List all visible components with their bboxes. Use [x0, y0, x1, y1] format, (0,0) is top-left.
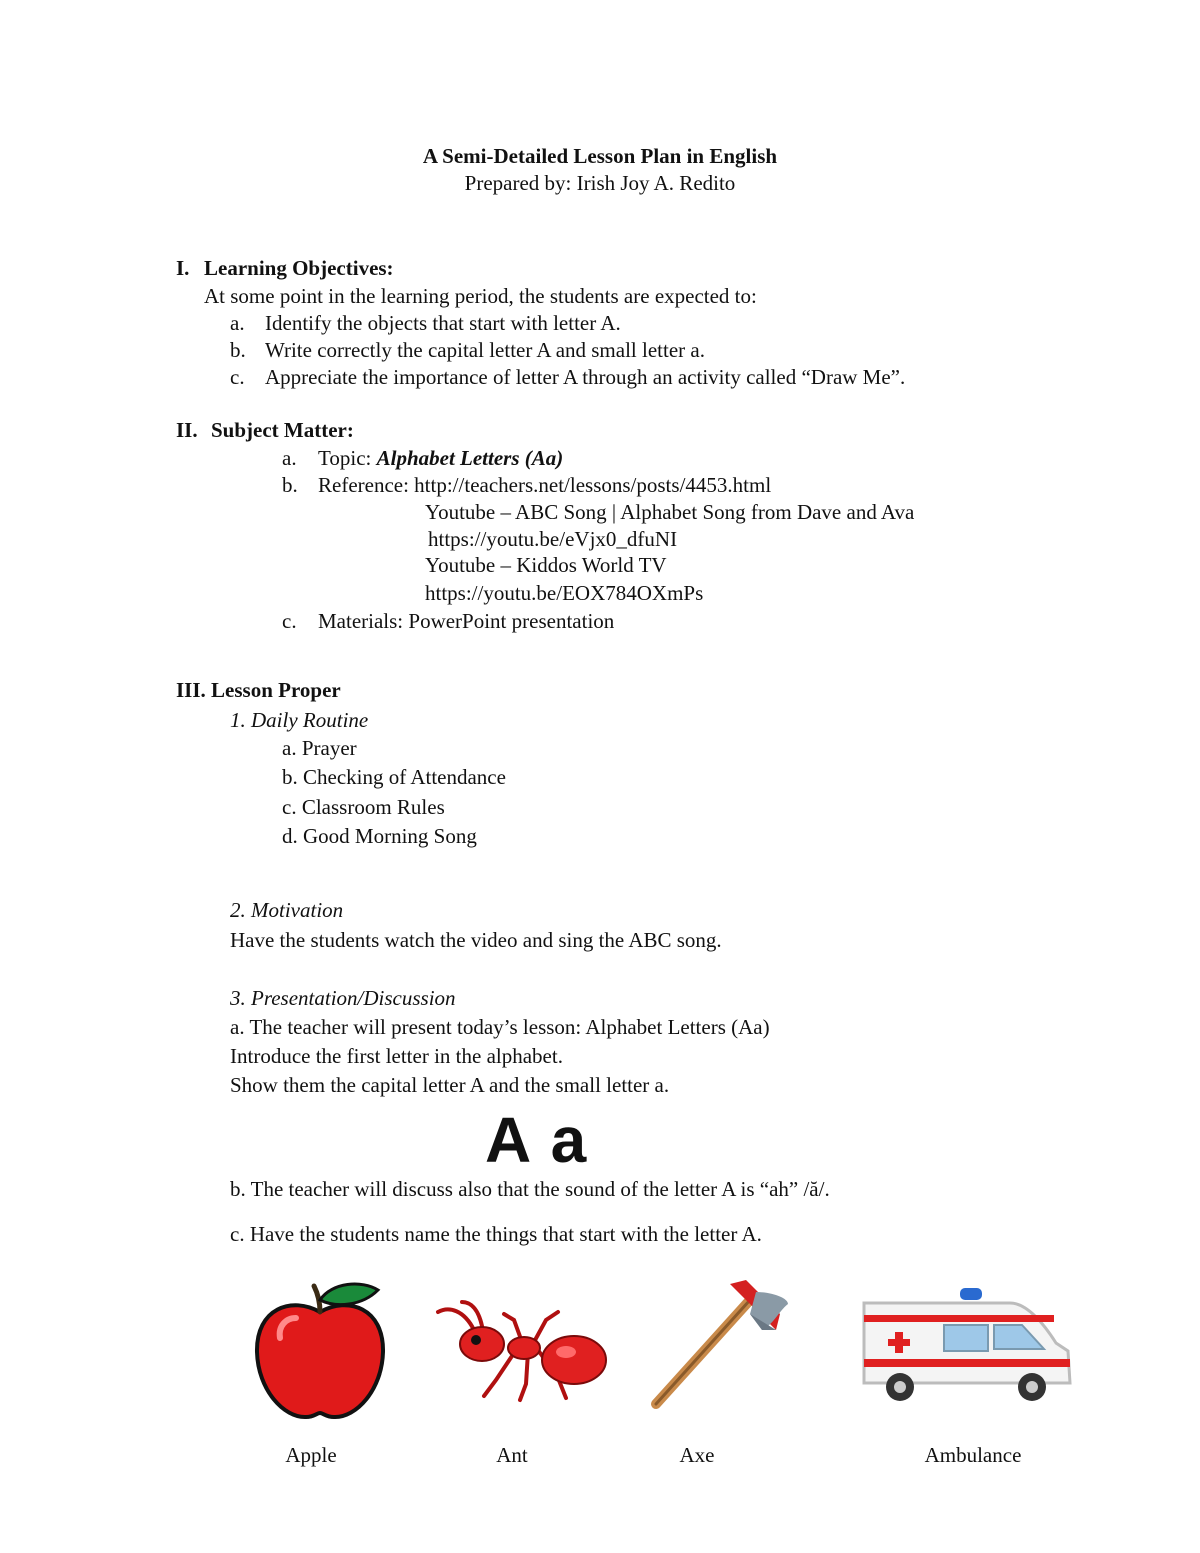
routine-item: a. Prayer — [282, 736, 357, 760]
topic-line — [318, 445, 563, 471]
daily-routine-title: 1. Daily Routine — [230, 708, 369, 732]
objective-marker: a. — [230, 311, 245, 335]
name-things-line: c. Have the students name the things that start with the letter A. — [230, 1222, 762, 1246]
topic-value: Alphabet Letters (Aa) — [376, 446, 564, 470]
prepared-by: Prepared by: Irish Joy A. Redito — [464, 171, 736, 195]
topic-marker: a. — [282, 446, 297, 470]
picture-label-ant: Ant — [496, 1443, 528, 1467]
lesson-proper-heading: III. Lesson Proper — [176, 678, 341, 702]
objective-marker: b. — [230, 338, 246, 362]
ant-icon — [434, 1300, 609, 1405]
reference-line: https://youtu.be/EOX784OXmPs — [425, 581, 704, 605]
objective-item: Write correctly the capital letter A and small letter a. — [265, 338, 705, 362]
axe-icon — [650, 1278, 790, 1410]
objective-marker: c. — [230, 365, 245, 389]
reference-label: Reference: http://teachers.net/lessons/posts/4453.html — [318, 473, 772, 497]
materials-line: Materials: PowerPoint presentation — [318, 609, 615, 633]
reference-line: https://youtu.be/eVjx0_dfuNI — [428, 527, 678, 551]
materials-marker: c. — [282, 609, 297, 633]
subject-matter-heading: Subject Matter: — [211, 418, 354, 442]
section-numeral-2: II. — [176, 418, 198, 442]
objectives-heading: Learning Objectives: — [204, 256, 394, 280]
topic-label: Topic: — [318, 446, 377, 470]
routine-item: b. Checking of Attendance — [282, 765, 506, 789]
sound-line: b. The teacher will discuss also that the sound of the letter A is “ah” /ă/. — [230, 1177, 830, 1201]
picture-label-ambulance: Ambulance — [924, 1443, 1022, 1467]
ambulance-icon — [860, 1285, 1075, 1410]
presentation-line: Introduce the first letter in the alphabet. — [230, 1044, 563, 1068]
page-title: A Semi-Detailed Lesson Plan in English — [422, 144, 778, 168]
objectives-intro: At some point in the learning period, the students are expected to: — [204, 284, 757, 308]
section-numeral-1: I. — [176, 256, 190, 280]
objective-item: Identify the objects that start with letter A. — [265, 311, 621, 335]
reference-line: Youtube – ABC Song | Alphabet Song from Dave and Ava — [425, 500, 915, 524]
presentation-line: Show them the capital letter A and the small letter a. — [230, 1073, 670, 1097]
motivation-title: 2. Motivation — [230, 898, 344, 922]
objective-item: Appreciate the importance of letter A through an activity called “Draw Me”. — [265, 365, 906, 389]
picture-label-apple: Apple — [285, 1443, 337, 1467]
picture-label-axe: Axe — [679, 1443, 715, 1467]
reference-line: Youtube – Kiddos World TV — [425, 553, 667, 577]
routine-item: d. Good Morning Song — [282, 824, 477, 848]
apple-icon — [250, 1278, 390, 1423]
routine-item: c. Classroom Rules — [282, 795, 445, 819]
presentation-line: a. The teacher will present today’s lesson: Alphabet Letters (Aa) — [230, 1015, 770, 1039]
motivation-text: Have the students watch the video and sing the ABC song. — [230, 928, 722, 952]
reference-marker: b. — [282, 473, 298, 497]
big-letters-aa: A a — [485, 1104, 589, 1176]
presentation-title: 3. Presentation/Discussion — [230, 986, 456, 1010]
